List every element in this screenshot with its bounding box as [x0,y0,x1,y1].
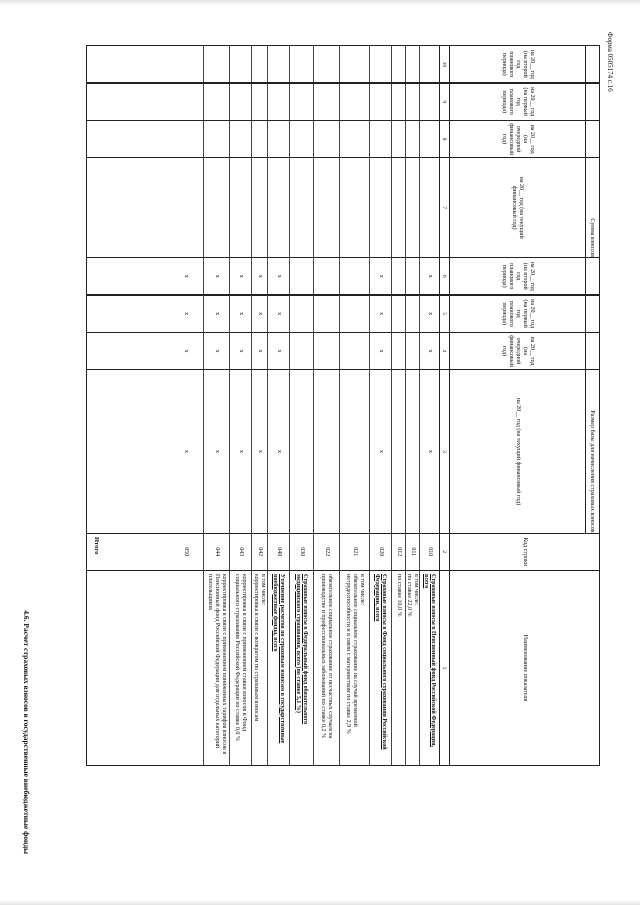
form-reference: Форма 0505174 с.16 [606,32,614,92]
table-cell: x [203,296,229,332]
total-cell [169,84,203,120]
table-cell [391,296,405,332]
table-cell [267,158,289,257]
total-cell: x [183,449,190,453]
table-cell [369,158,391,257]
table-cell [251,158,267,257]
table-cell [391,333,405,369]
table-cell [251,121,267,157]
table-cell [203,121,229,157]
table-cell [289,121,313,157]
row-name: Страховые взносы в Фонд социального страхования Российской Федерации, всего [369,571,391,765]
table-cell [203,84,229,120]
table-cell [369,84,391,120]
column-number: 1 [439,571,449,765]
row-name: в том числе: по ставке 22,0 % [405,571,419,765]
table-cell [289,296,313,332]
table-cell [419,121,439,157]
table-cell: x [419,258,439,294]
table-cell: x [251,370,267,532]
table-cell: x [369,258,391,294]
section-title: 4.6. Расчет страховых взносов в государственные внебюджетные фонды [22,610,31,854]
column-number: 9 [439,84,449,120]
column-number: 4 [439,333,449,369]
table-cell [313,158,339,257]
period-column [86,157,600,258]
table-cell [313,84,339,120]
row-code: 020 [369,534,391,570]
total-cell: x [183,349,190,353]
period-header: на 20__ год (на первый год планового периода) [449,84,585,120]
period-header: на 20__ год (на очередной финансовый год) [449,121,585,157]
total-cell: x [183,312,190,316]
row-code: 042 [251,534,267,570]
total-cell: x [183,274,190,278]
table-cell [339,296,369,332]
table-cell: x [267,258,289,294]
table-cell [229,158,251,257]
table-cell [313,296,339,332]
group-spacer [585,46,599,82]
name-header: Наименование показателя [449,571,599,765]
table-cell [339,370,369,532]
column-number: 5 [439,296,449,332]
row-name: корректировка в связи с применением ставки взносов в Фонд социального страхования Российской Федерации по ставке 0,0 % [229,571,251,765]
period-column [86,120,600,158]
table-cell [289,370,313,532]
row-code: 021 [339,534,369,570]
table-cell: x [203,370,229,532]
column-number: 10 [439,46,449,82]
table-cell: x [419,333,439,369]
table-cell [419,84,439,120]
table-cell: x [229,296,251,332]
table-cell [405,158,419,257]
table-cell: x [419,370,439,532]
period-header: на 20__ год (на первый год планового периода) [449,296,585,332]
table-cell [339,46,369,82]
table-cell: x [203,258,229,294]
group-spacer [585,296,599,332]
table-cell: x [251,258,267,294]
table-cell [339,333,369,369]
scan-edge-top [0,0,640,6]
row-name: по ставке 10,0 % [391,571,405,765]
table-cell [369,46,391,82]
table-cell [405,46,419,82]
group-spacer [585,84,599,120]
table-cell [405,258,419,294]
table-cell [313,370,339,532]
table-cell: x [229,258,251,294]
row-name: Страховые взносы в Пенсионный фонд Российской Федерации, всего [419,571,439,765]
table-cell [391,370,405,532]
table-cell [339,258,369,294]
table-cell: x [267,370,289,532]
table-cell [405,121,419,157]
table-cell: x [229,370,251,532]
table-cell [369,121,391,157]
table-cell [289,84,313,120]
table-cell [229,46,251,82]
period-header: на 20__ год (на очередной финансовый год) [449,333,585,369]
table-cell: x [251,296,267,332]
table-cell [229,121,251,157]
table-cell [267,46,289,82]
table-cell [289,46,313,82]
table-cell [203,46,229,82]
period-column [86,83,600,121]
table-cell [391,121,405,157]
table-cell [405,296,419,332]
row-name: корректировка в связи с применением пониженных тарифов взносов в Пенсионный фонд Российской Федерации для отдельных категорий плательщиков [203,571,229,765]
table-cell: x [369,370,391,532]
table-cell [391,46,405,82]
table-cell [391,158,405,257]
table-cell: x [229,333,251,369]
period-column [86,369,600,533]
period-column [86,257,600,295]
column-number: 7 [439,158,449,257]
group-spacer [585,333,599,369]
table-cell [339,158,369,257]
row-code: 030 [289,534,313,570]
row-name: в том числе: корректировка в связи с возвратом по страховым взносам [251,571,267,765]
table-cell: x [267,296,289,332]
table-cell [419,46,439,82]
table-cell [405,84,419,120]
table-cell [339,121,369,157]
row-code: 010 [419,534,439,570]
scan-edge-bottom [0,900,640,905]
sum-group-header: Сумма взносов [585,158,599,257]
period-header: на 20__ год (на текущий финансовый год) [449,158,585,257]
group-spacer [585,121,599,157]
table-cell: x [419,296,439,332]
row-code: 022 [313,534,339,570]
period-header: на 20__ год (на второй год планового периода) [449,46,585,82]
rotated-form [22,28,614,858]
row-code: 011 [405,534,419,570]
total-code: 050 [183,547,190,557]
table-cell [203,158,229,257]
total-label: Итого [93,537,100,555]
code-header: Код строки [449,534,599,570]
code-column [86,533,600,571]
period-column [86,295,600,333]
table-cell [313,258,339,294]
table-cell [251,84,267,120]
table-cell [313,333,339,369]
row-name: Страховые взносы в Федеральный фонд обязательного медицинского страхования, всего (по ставке 5,1 %) [289,571,313,765]
table-cell [267,84,289,120]
table-cell: x [267,333,289,369]
table-cell [289,333,313,369]
column-number: 2 [439,534,449,570]
column-number: 3 [439,370,449,532]
total-cell [169,121,203,157]
row-name: в том числе: обязательное социальное страхование на случай временной нетрудоспособности и в связи с материнством по ставке 2,9 % [339,571,369,765]
table-cell [391,84,405,120]
table-cell: x [369,296,391,332]
table-cell [267,121,289,157]
table-cell: x [251,333,267,369]
column-number: 6 [439,258,449,294]
table-cell [391,258,405,294]
table-cell [405,333,419,369]
table-cell [313,121,339,157]
table-cell [229,84,251,120]
table-cell [419,158,439,257]
total-cell [169,46,203,82]
period-column [86,332,600,370]
period-column [86,45,600,83]
table-cell [251,46,267,82]
total-cell [169,158,203,257]
table-cell: x [369,333,391,369]
table-cell: x [203,333,229,369]
row-code: 043 [229,534,251,570]
table-cell [339,84,369,120]
row-name: Уточнение расчетов по страховым взносам в государственные внебюджетные фонды, всего [267,571,289,765]
table-cell [313,46,339,82]
row-code: 040 [267,534,289,570]
table-cell [289,158,313,257]
table-cell [289,258,313,294]
row-code: 044 [203,534,229,570]
period-header: на 20__ год (на текущий финансовый год) [449,370,585,532]
group-spacer [585,258,599,294]
period-header: на 20__ год (на второй год планового периода) [449,258,585,294]
table-cell [405,370,419,532]
base-group-header: Размер базы для начисления страховых взносов [585,370,599,532]
row-name: обязательное социальное страхование от несчастных случаев на производстве и профессиональных заболеваний по ставке 0,2 % [313,571,339,765]
row-code: 012 [391,534,405,570]
column-number: 8 [439,121,449,157]
contributions-table [86,46,600,766]
